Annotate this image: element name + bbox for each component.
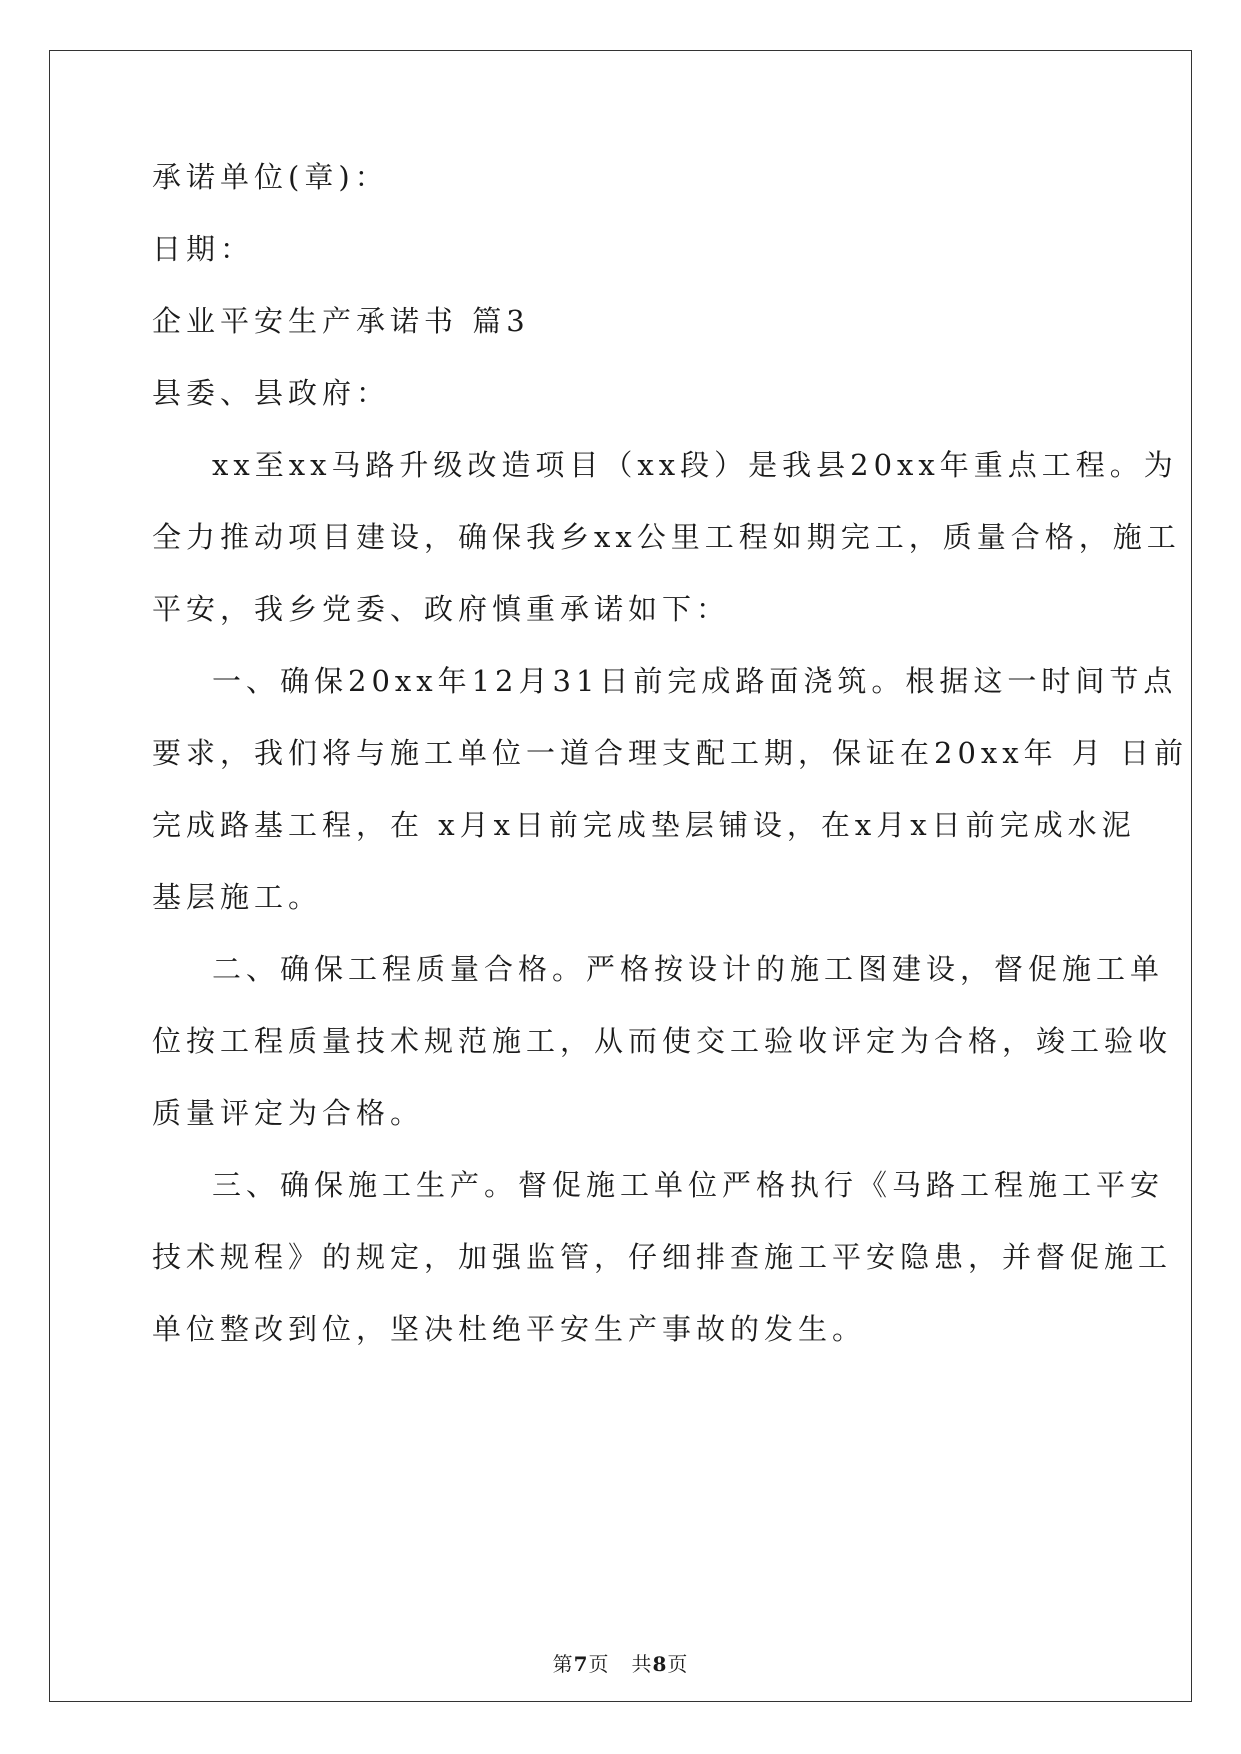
paragraph-4-line-1: 三、确保施工生产。督促施工单位严格执行《马路工程施工平安 <box>212 1168 1165 1202</box>
paragraph-4-line-3: 单位整改到位，坚决杜绝平安生产事故的发生。 <box>152 1312 867 1346</box>
page-border <box>49 50 1192 1702</box>
paragraph-2-line-2: 要求，我们将与施工单位一道合理支配工期，保证在20xx年 月 日前 <box>152 736 1189 770</box>
paragraph-1-line-2: 全力推动项目建设，确保我乡xx公里工程如期完工，质量合格，施工 <box>152 520 1181 554</box>
paragraph-3-line-2: 位按工程质量技术规范施工，从而使交工验收评定为合格，竣工验收 <box>152 1024 1173 1058</box>
signatory-unit-line: 承诺单位(章)： <box>152 160 389 194</box>
page-number-suffix: 页 <box>588 1652 610 1676</box>
date-line: 日期： <box>152 232 255 266</box>
paragraph-4-line-2: 技术规程》的规定，加强监管，仔细排查施工平安隐患，并督促施工 <box>152 1240 1173 1274</box>
current-page-number: 7 <box>573 1652 589 1676</box>
paragraph-3-line-1: 二、确保工程质量合格。严格按设计的施工图建设，督促施工单 <box>212 952 1165 986</box>
page-footer <box>0 1648 1241 1677</box>
page-number-prefix: 第 <box>552 1652 574 1676</box>
paragraph-1-line-1: xx至xx马路升级改造项目（xx段）是我县20xx年重点工程。为 <box>212 448 1178 482</box>
total-pages-prefix: 共 <box>631 1652 653 1676</box>
section-heading: 企业平安生产承诺书 篇3 <box>152 304 530 338</box>
paragraph-1-line-3: 平安，我乡党委、政府慎重承诺如下： <box>152 592 731 626</box>
paragraph-3-line-3: 质量评定为合格。 <box>152 1096 425 1130</box>
total-page-count: 8 <box>652 1652 668 1676</box>
paragraph-2-line-1: 一、确保20xx年12月31日前完成路面浇筑。根据这一时间节点 <box>212 664 1178 698</box>
total-pages-suffix: 页 <box>667 1652 689 1676</box>
paragraph-2-line-4: 基层施工。 <box>152 880 323 914</box>
salutation: 县委、县政府： <box>152 376 391 410</box>
paragraph-2-line-3: 完成路基工程，在 x月x日前完成垫层铺设，在x月x日前完成水泥 <box>152 808 1136 842</box>
